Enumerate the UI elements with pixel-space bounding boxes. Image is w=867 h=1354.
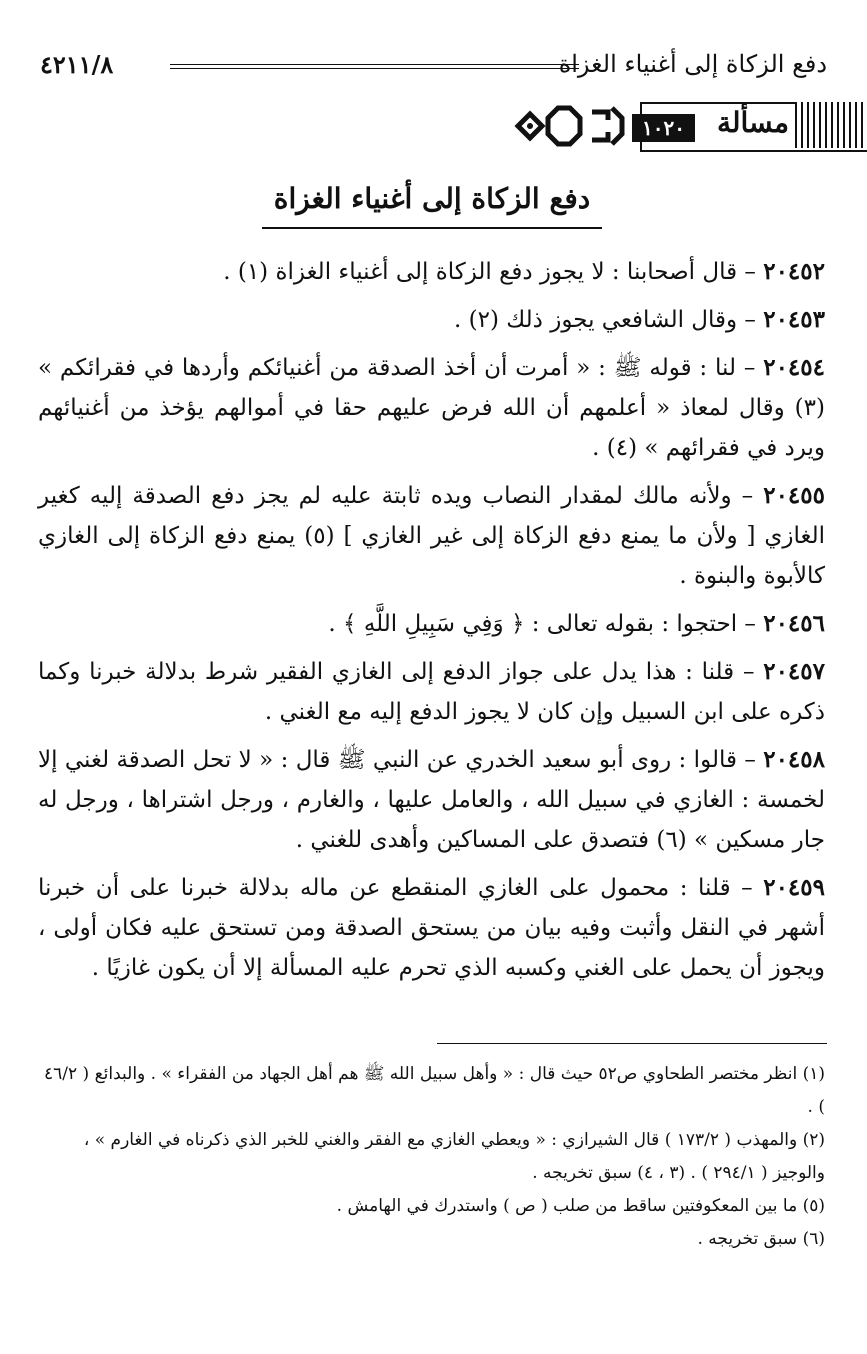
issue-banner xyxy=(500,98,867,154)
paragraph-number: ٢٠٤٥٤ xyxy=(763,354,825,381)
paragraph-text: – قالوا : روى أبو سعيد الخدري عن النبي ﷺ قال : « لا تحل الصدقة لغني إلا لخمسة : الغازي في سبيل الله ، والعامل عليها ، والغارم ، ورجل اشتراها ، ورجل له جار مسكين » (٦) فتصدق على المساكين وأهدى للغني . xyxy=(38,747,825,853)
paragraph-text: – احتجوا : بقوله تعالى : ﴿ وَفِي سَبِيلِ اللَّهِ ﴾ . xyxy=(328,611,764,637)
footnote: (١) انظر مختصر الطحاوي ص٥٢ حيث قال : « وأهل سبيل الله ﷺ هم أهل الجهاد من الفقراء » . والبدائع ( ٤٦/٢ ) . xyxy=(44,1064,825,1117)
paragraph xyxy=(38,300,825,340)
paragraph-number: ٢٠٤٥٣ xyxy=(763,306,825,333)
issue-label: مسألة xyxy=(716,106,789,139)
paragraph-text: – قلنا : هذا يدل على جواز الدفع إلى الغازي الفقير شرط بدلالة خبرنا وكما ذكره على ابن السبيل وإن كان لا يجوز الدفع إليه مع الغني . xyxy=(38,659,825,725)
paragraph-number: ٢٠٤٥٧ xyxy=(763,658,825,685)
footnote-separator xyxy=(437,1043,827,1044)
paragraph xyxy=(38,604,825,644)
banner-hatch-ornament xyxy=(795,102,867,148)
paragraph-text: – قلنا : محمول على الغازي المنقطع عن ماله بدلالة خبرنا على أن خبرنا أشهر في النقل وأثبت وفيه بيان من يستحق الصدقة ومن تستحق عليه فكان أولى ، ويجوز أن يحمل على الغني وكسبه الذي تحرم عليه المسألة إلا أن يكون غازيًا . xyxy=(38,875,825,981)
section-heading: دفع الزكاة إلى أغنياء الغزاة xyxy=(262,182,602,229)
paragraph xyxy=(38,740,825,860)
running-header xyxy=(40,44,827,84)
header-title: دفع الزكاة إلى أغنياء الغزاة xyxy=(558,50,827,78)
paragraph-number: ٢٠٤٥٦ xyxy=(763,610,825,637)
geometric-ornament-icon xyxy=(500,98,640,154)
paragraph-number: ٢٠٤٥٢ xyxy=(763,258,825,285)
paragraph-text: – ولأنه مالك لمقدار النصاب ويده ثابتة عليه لم يجز دفع الصدقة إليه كغير الغازي [ ولأن ما يمنع دفع الزكاة إلى غير الغازي ] (٥) يمنع دفع الزكاة إلى الغازي كالأبوة والبنوة . xyxy=(38,483,825,589)
paragraph xyxy=(38,252,825,292)
body-text xyxy=(38,252,825,996)
paragraph-number: ٢٠٤٥٩ xyxy=(763,874,825,901)
paragraph xyxy=(38,652,825,732)
paragraph xyxy=(38,348,825,468)
issue-number: ١٠٢٠ xyxy=(632,114,695,142)
paragraph-text: – لنا : قوله ﷺ : « أمرت أن أخذ الصدقة من أغنيائكم وأردها في فقرائكم » (٣) وقال لمعاذ « أعلمهم أن الله فرض عليهم حقا في أموالهم يؤخذ من أغنيائهم ويرد في فقرائهم » (٤) . xyxy=(38,355,825,461)
footnote: (٦) سبق تخريجه . xyxy=(697,1229,825,1249)
footnotes xyxy=(38,1058,825,1256)
paragraph xyxy=(38,476,825,596)
header-rule xyxy=(170,64,579,69)
footnote: (٥) ما بين المعكوفتين ساقط من صلب ( ص ) واستدرك في الهامش . xyxy=(336,1196,825,1216)
paragraph-text: – قال أصحابنا : لا يجوز دفع الزكاة إلى أغنياء الغزاة (١) . xyxy=(223,259,764,285)
paragraph-number: ٢٠٤٥٥ xyxy=(763,482,825,509)
paragraph xyxy=(38,868,825,988)
footnote: (٢) والمهذب ( ١٧٣/٢ ) قال الشيرازي : « ويعطي الغازي مع الفقر والغني للخبر الذي ذكرناه في الغارم » ، والوجيز ( ٢٩٤/١ ) . (٣ ، ٤) سبق تخريجه . xyxy=(83,1130,825,1183)
paragraph-number: ٢٠٤٥٨ xyxy=(763,746,825,773)
paragraph-text: – وقال الشافعي يجوز ذلك (٢) . xyxy=(454,307,764,333)
page-number: ٤٢١١/٨ xyxy=(40,50,114,79)
